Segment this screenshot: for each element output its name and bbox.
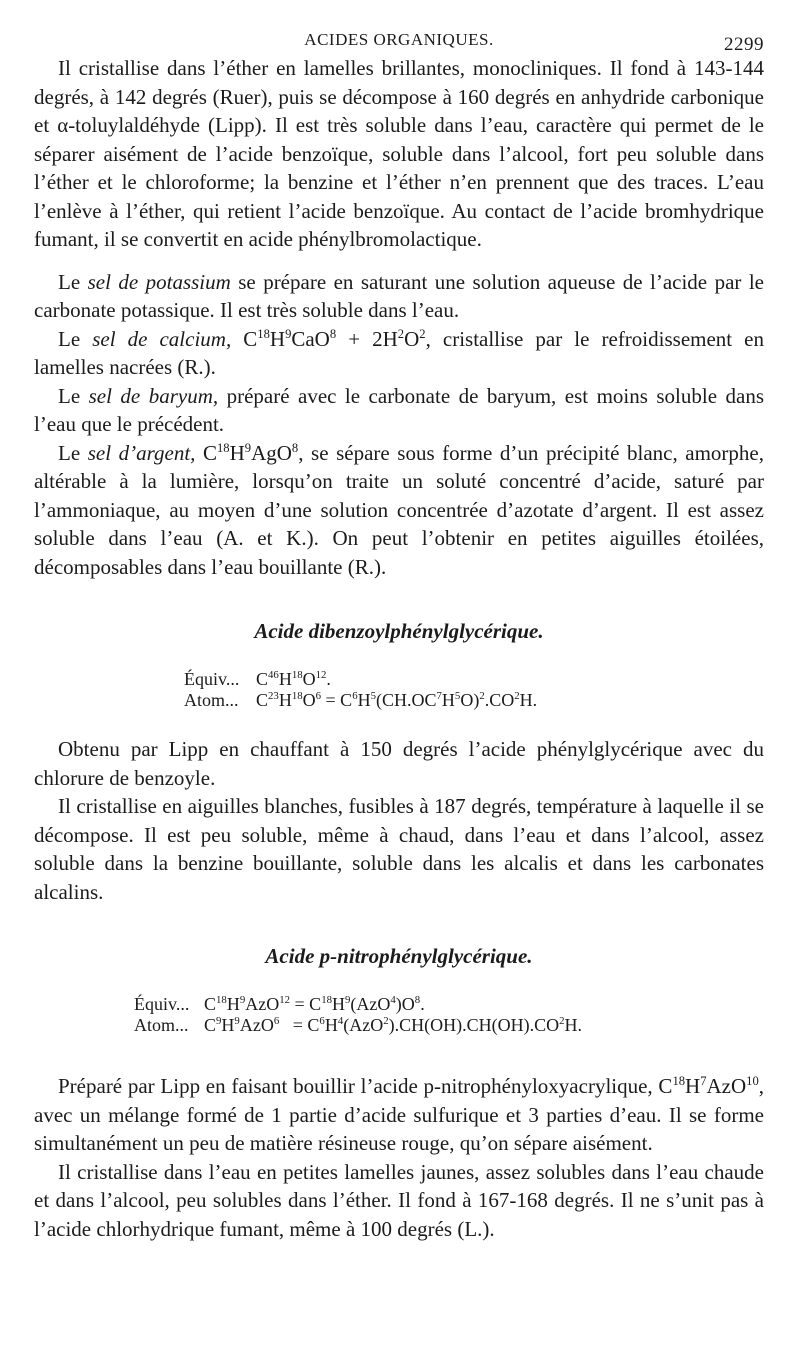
body-text: préparé avec le carbonate de baryum, est moins soluble dans l’eau que le précédent. bbox=[34, 383, 764, 436]
chemical-formula: $C^9H^9AzO^6 = C^6H^4(AzO^2).CH(OH).CH(OH).CO^2H$. bbox=[204, 1015, 582, 1035]
paragraph-nitrophenyl-preparation bbox=[34, 1072, 764, 1158]
chemical-formula: $C^{23}H^{18}O^6 = C^6H^5(CH.OC^7H^5O)^2.CO^2H$. bbox=[256, 690, 538, 710]
paragraph-crystallisation: Il cristallise dans l’éther en lamelles brillantes, monocliniques. Il fond à 143-144 degrés, à 142 degrés (Ruer), puis se décompose à 160 degrés en anhydride carbonique et α-toluylaldéhyde (Lipp). Il est très soluble dans l’eau, caractère qui permet de le séparer aisément de l’acide benzoïque, soluble dans l’alcool, fort peu soluble dans l’éther et le chloroforme; la benzine et l’éther n’en prennent que des traces. L’eau l’enlève à l’éther, qui retient l’acide benzoïque. Au contact de l’acide bromhydrique fumant, il se convertit en acide phénylbromolactique. bbox=[34, 56, 764, 251]
chemical-formula: $C^{18}H^9AzO^{12} = C^{18}H^9(AzO^4)O^8$. bbox=[204, 994, 425, 1014]
paragraph-potassium-salt bbox=[34, 268, 764, 325]
book-page bbox=[34, 24, 764, 1243]
body-text: , se sépare sous forme d’un précipité blanc, amorphe, altérable à la lumière, lorsqu’on traite un soluté concentré d’acide, saturé par l’ammoniaque, au moyen d’une solution concentrée d’azotate d’argent. Il est assez soluble dans l’eau (A. et K.). On peut l’obtenir en petites aiguilles étoilées, décomposables dans l’eau bouillante (R.). bbox=[34, 440, 764, 579]
formula-label: Équiv... bbox=[134, 994, 190, 1014]
section-title-nitrophenyl: Acide p-nitrophénylglycérique. bbox=[265, 944, 533, 968]
lead-text: Le bbox=[58, 269, 88, 294]
chemical-formula: $C^{18}H^7AzO^{10}$ bbox=[658, 1074, 759, 1098]
running-title: ACIDES ORGANIQUES. bbox=[304, 30, 494, 49]
body-text: se prépare en saturant une solution aqueuse de l’acide par le carbonate potassique. Il est très soluble dans l’eau. bbox=[34, 269, 764, 322]
body-text: Préparé par Lipp en faisant bouillir l’acide p-nitrophényloxyacrylique, bbox=[58, 1074, 659, 1098]
formula-label: Équiv... bbox=[184, 669, 240, 689]
chemical-formula: $C^{18}H^9AgO^8$ bbox=[202, 440, 299, 465]
salt-name: sel d’argent, bbox=[87, 440, 196, 465]
formula-equiv bbox=[134, 994, 764, 1015]
formula-block-dibenzoyl bbox=[34, 669, 764, 711]
lead-text: Le bbox=[58, 383, 89, 408]
paragraph-dibenzoyl-properties: Il cristallise en aiguilles blanches, fusibles à 187 degrés, température à laquelle il se décompose. Il est peu soluble, même à chaud, dans l’eau et dans l’alcool, assez soluble dans la benzine bouillante, soluble dans les alcalis et dans les carbonates alcalins. bbox=[34, 794, 764, 904]
page-number: 2299 bbox=[724, 34, 764, 55]
salt-name: sel de calcium, bbox=[92, 326, 232, 351]
lead-text: Le bbox=[58, 440, 88, 465]
paragraph-dibenzoyl-preparation: Obtenu par Lipp en chauffant à 150 degrés l’acide phénylglycérique avec du chlorure de benzoyle. bbox=[34, 737, 764, 790]
formula-atom bbox=[134, 1015, 764, 1036]
chemical-formula: $C^{18}H^9CaO^8 + 2H^2O^2$ bbox=[243, 326, 426, 351]
body-text: , avec un mélange formé de 1 partie d’acide sulfurique et 3 parties d’eau. Il se forme simultanément un peu de matière résineuse rouge, qu’on sépare aisément. bbox=[34, 1074, 764, 1155]
lead-text: Le bbox=[58, 326, 93, 351]
formula-label: Atom... bbox=[184, 690, 239, 710]
formula-label: Atom... bbox=[134, 1015, 189, 1035]
chemical-formula: $C^{46}H^{18}O^{12}$. bbox=[256, 669, 331, 689]
formula-atom bbox=[184, 690, 764, 711]
salt-name: sel de baryum, bbox=[88, 383, 219, 408]
salt-name: sel de potassium bbox=[87, 269, 231, 294]
body-text: , cristallise par le refroidissement en lamelles nacrées (R.). bbox=[34, 326, 765, 379]
section-title-dibenzoyl: Acide dibenzoylphénylglycérique. bbox=[254, 619, 544, 643]
running-header bbox=[34, 24, 764, 54]
paragraph-calcium-salt bbox=[34, 325, 764, 382]
paragraph-silver-salt bbox=[34, 439, 764, 582]
paragraph-baryum-salt bbox=[34, 382, 764, 439]
paragraph-nitrophenyl-properties: Il cristallise dans l’eau en petites lamelles jaunes, assez solubles dans l’eau chaude et dans l’alcool, peu solubles dans l’éther. Il fond à 167-168 degrés. Il ne s’unit pas à l’acide chlorhydrique fumant, même à 100 degrés (L.). bbox=[34, 1159, 764, 1241]
formula-equiv bbox=[184, 669, 764, 690]
formula-block-nitrophenyl bbox=[34, 994, 764, 1036]
